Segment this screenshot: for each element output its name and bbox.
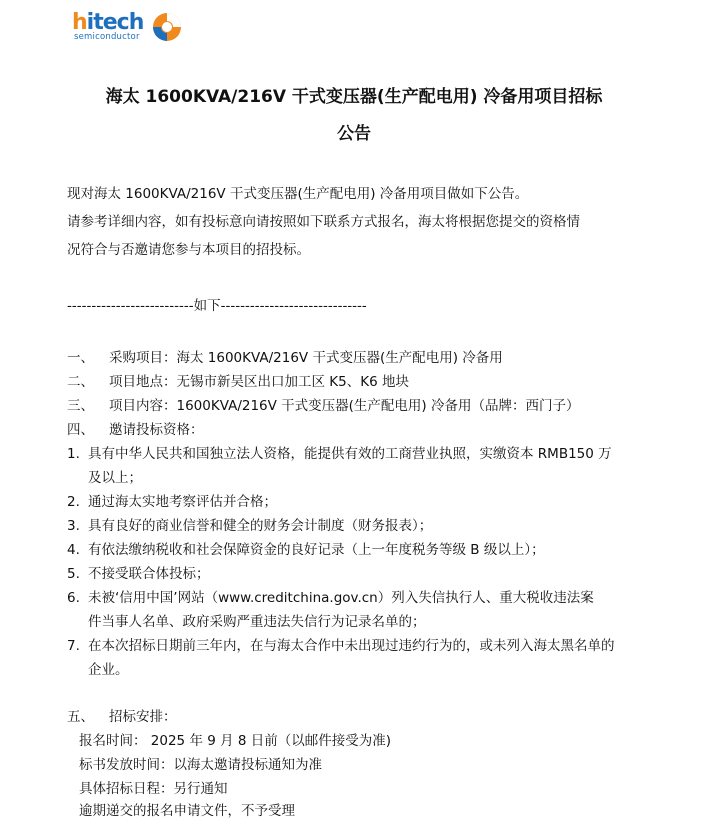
intro-line: 况符合与否邀请您参与本项目的招投标。	[67, 242, 310, 258]
list-item-number: 6.	[67, 590, 80, 606]
list-item-text: 及以上；	[88, 470, 142, 486]
list-item-number: 5.	[67, 566, 80, 582]
section-text: 邀请投标资格：	[109, 422, 204, 438]
list-item-text: 通过海太实地考察评估并合格；	[88, 494, 277, 510]
list-item-text: 未被‘信用中国’网站（www.creditchina.gov.cn）列入失信执行人、重大税收违法案	[88, 590, 594, 606]
logo-wordmark-rest: itech	[86, 10, 144, 35]
logo-wordmark-h: h	[72, 10, 87, 35]
intro-line: 现对海太 1600KVA/216V 干式变压器(生产配电用) 冷备用项目做如下公告。	[67, 186, 529, 202]
section-text: 招标安排：	[109, 709, 177, 725]
divider-text: --------------------------如下------------------------------	[67, 298, 367, 314]
list-item-number: 7.	[67, 638, 80, 654]
list-item-number: 1.	[67, 446, 80, 462]
logo-subtitle: semiconductor	[74, 32, 140, 42]
section-text: 项目地点：无锡市新吴区出口加工区 K5、K6 地块	[109, 374, 409, 390]
page-title-line2: 公告	[337, 124, 371, 144]
schedule-item: 报名时间： 2025 年 9 月 8 日前（以邮件接受为准)	[79, 733, 392, 749]
list-item-number: 2.	[67, 494, 80, 510]
schedule-item: 标书发放时间：以海太邀请投标通知为准	[79, 757, 322, 773]
schedule-item: 具体招标日程：另行通知	[79, 781, 228, 797]
section-number: 一、	[67, 350, 94, 366]
list-item-text: 不接受联合体投标；	[88, 566, 210, 582]
section-number: 二、	[67, 374, 94, 390]
page-title-line1: 海太 1600KVA/216V 干式变压器(生产配电用) 冷备用项目招标	[105, 87, 603, 107]
section-number: 五、	[67, 709, 94, 725]
hitech-logo	[72, 10, 184, 44]
list-item-number: 3.	[67, 518, 80, 534]
list-item-text: 在本次招标日期前三年内，在与海太合作中未出现过违约行为的，或未列入海太黑名单的	[88, 638, 615, 654]
section-number: 四、	[67, 422, 94, 438]
list-item-text: 具有良好的商业信誉和健全的财务会计制度（财务报表）；	[88, 518, 433, 534]
section-number: 三、	[67, 398, 94, 414]
list-item-text: 具有中华人民共和国独立法人资格，能提供有效的工商营业执照，实缴资本 RMB150 万	[88, 446, 612, 462]
list-item-text: 企业。	[88, 662, 129, 678]
logo-swirl-icon	[152, 12, 182, 42]
list-item-text: 件当事人名单、政府采购严重违法失信行为记录名单的；	[88, 614, 426, 630]
list-item-number: 4.	[67, 542, 80, 558]
section-text: 采购项目：海太 1600KVA/216V 干式变压器(生产配电用) 冷备用	[109, 350, 503, 366]
intro-line: 请参考详细内容，如有投标意向请按照如下联系方式报名，海太将根据您提交的资格情	[67, 214, 580, 230]
schedule-item: 逾期递交的报名申请文件，不予受理	[79, 803, 295, 819]
section-text: 项目内容：1600KVA/216V 干式变压器(生产配电用) 冷备用（品牌：西门子）	[109, 398, 580, 414]
list-item-text: 有依法缴纳税收和社会保障资金的良好记录（上一年度税务等级 B 级以上）；	[88, 542, 545, 558]
